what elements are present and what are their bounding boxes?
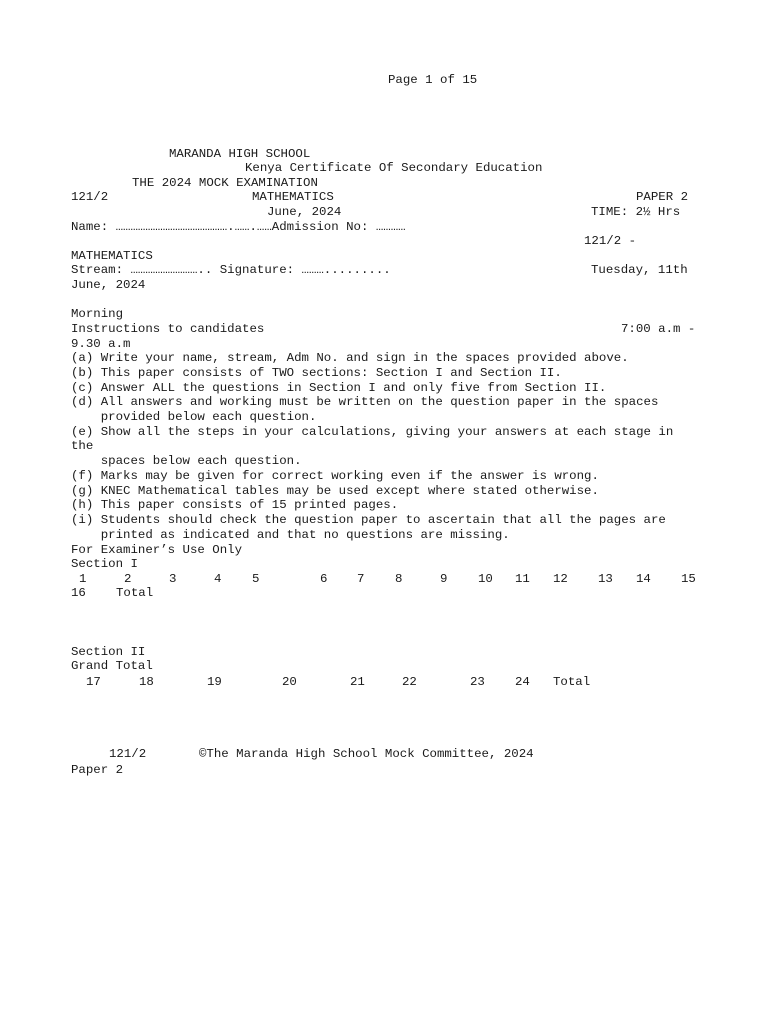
examiner-heading: For Examiner’s Use Only (71, 543, 243, 557)
instruction-line: printed as indicated and that no questions are missing. (71, 528, 510, 542)
section1-column-header: 1 (79, 572, 87, 586)
time-slot-end: 9.30 a.m (71, 337, 131, 351)
instruction-line: (d) All answers and working must be written on the question paper in the spaces (71, 395, 659, 409)
section1-column-header: 11 (515, 572, 530, 586)
footer-copyright: ©The Maranda High School Mock Committee, 2024 (199, 747, 534, 761)
certificate-title: Kenya Certificate Of Secondary Education (245, 161, 543, 175)
month-year: June, 2024 (71, 278, 146, 292)
paper-label: PAPER 2 (636, 190, 689, 204)
section1-column-header: 5 (252, 572, 260, 586)
grand-total-label: Grand Total (71, 659, 153, 673)
section1-column-header: 6 (320, 572, 328, 586)
section1-column-header: 15 (681, 572, 696, 586)
footer-paper-label: Paper 2 (71, 763, 124, 777)
instruction-line: (e) Show all the steps in your calculations, giving your answers at each stage in (71, 425, 674, 439)
instruction-line: (f) Marks may be given for correct working even if the answer is wrong. (71, 469, 599, 483)
section1-column-header: 12 (553, 572, 568, 586)
paper-code-dash: 121/2 - (584, 234, 637, 248)
instruction-line: (c) Answer ALL the questions in Section I and only five from Section II. (71, 381, 607, 395)
instruction-line: (a) Write your name, stream, Adm No. and sign in the spaces provided above. (71, 351, 629, 365)
section1-column-header: 13 (598, 572, 613, 586)
section2-column-header: 19 (207, 675, 222, 689)
section1-total-header: Total (116, 586, 154, 600)
paper-code: 121/2 (71, 190, 109, 204)
section1-label: Section I (71, 557, 138, 571)
section2-column-header: 18 (139, 675, 154, 689)
page-number: Page 1 of 15 (388, 73, 478, 87)
section2-label: Section II (71, 645, 146, 659)
footer-paper-code: 121/2 (109, 747, 147, 761)
section2-column-header: 21 (350, 675, 365, 689)
instruction-line: (i) Students should check the question paper to ascertain that all the pages are (71, 513, 666, 527)
section2-column-header: 24 (515, 675, 530, 689)
school-name: MARANDA HIGH SCHOOL (169, 147, 311, 161)
section2-total-header: Total (553, 675, 591, 689)
subject-repeat: MATHEMATICS (71, 249, 153, 263)
instructions-heading: Instructions to candidates (71, 322, 265, 336)
section1-column-header: 16 (71, 586, 86, 600)
section1-column-header: 7 (357, 572, 365, 586)
section1-column-header: 2 (124, 572, 132, 586)
name-admission-line: Name: ……………………………………….…….……Admission No: ………… (71, 220, 406, 234)
instruction-line: the (71, 439, 94, 453)
section2-column-header: 23 (470, 675, 485, 689)
section1-column-header: 10 (478, 572, 493, 586)
section1-column-header: 9 (440, 572, 448, 586)
section1-column-header: 14 (636, 572, 651, 586)
instruction-line: spaces below each question. (71, 454, 302, 468)
section2-column-header: 20 (282, 675, 297, 689)
stream-signature-line: Stream: ……………………….. Signature: ………......... (71, 263, 391, 277)
time-slot: 7:00 a.m - (621, 322, 696, 336)
exam-title: THE 2024 MOCK EXAMINATION (132, 176, 318, 190)
session-label: Morning (71, 307, 124, 321)
subject-title: MATHEMATICS (252, 190, 334, 204)
instruction-line: (b) This paper consists of TWO sections: Section I and Section II. (71, 366, 562, 380)
exam-date: June, 2024 (267, 205, 342, 219)
section2-column-header: 22 (402, 675, 417, 689)
section2-column-header: 17 (86, 675, 101, 689)
section1-column-header: 8 (395, 572, 403, 586)
instruction-line: (h) This paper consists of 15 printed pages. (71, 498, 399, 512)
section1-column-header: 3 (169, 572, 177, 586)
instruction-line: (g) KNEC Mathematical tables may be used except where stated otherwise. (71, 484, 599, 498)
time-allowed: TIME: 2½ Hrs (591, 205, 681, 219)
day-date: Tuesday, 11th (591, 263, 688, 277)
instruction-line: provided below each question. (71, 410, 317, 424)
section1-column-header: 4 (214, 572, 222, 586)
